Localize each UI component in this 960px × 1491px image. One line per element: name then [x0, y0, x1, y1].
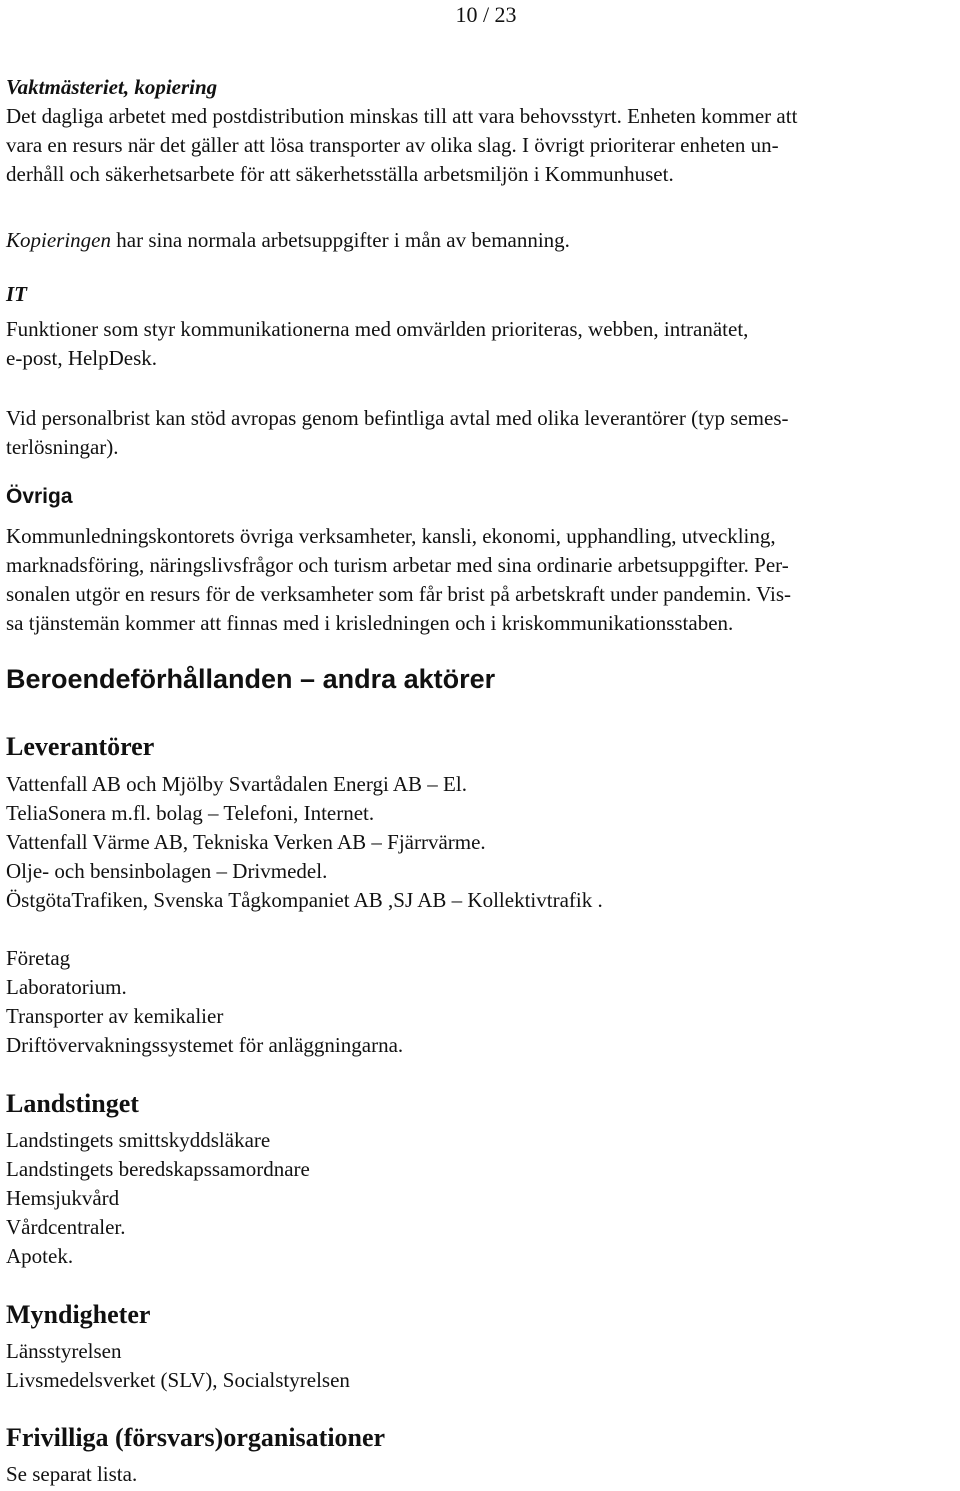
paragraph-it-1 — [6, 315, 946, 373]
paragraph-line: Kommunledningskontorets övriga verksamheter, kansli, ekonomi, upphandling, utveckling, — [6, 524, 776, 548]
section-frivilliga — [6, 1421, 946, 1455]
paragraph-it-2 — [6, 404, 946, 462]
list-item: Vattenfall Värme AB, Tekniska Verken AB – Fjärrvärme. — [6, 830, 486, 854]
list-item: Laboratorium. — [6, 975, 127, 999]
kopiering-text: har sina normala arbetsuppgifter i mån av bemanning. — [111, 228, 570, 252]
list-item: Olje- och bensinbolagen – Drivmedel. — [6, 859, 328, 883]
section-ovriga — [6, 482, 946, 512]
paragraph-ovriga — [6, 522, 946, 638]
section-beroende — [6, 662, 946, 696]
list-landstinget — [6, 1126, 946, 1271]
list-item: Företag — [6, 946, 71, 970]
list-item: Vattenfall AB och Mjölby Svartådalen Energi AB – El. — [6, 772, 467, 796]
list-item: Livsmedelsverket (SLV), Socialstyrelsen — [6, 1368, 350, 1392]
heading-beroende: Beroendeförhållanden – andra aktörer — [6, 664, 496, 694]
section-vaktmasteriet — [6, 73, 946, 189]
paragraph-line: Funktioner som styr kommunikationerna med omvärlden prioriteras, webben, intranätet, — [6, 317, 749, 341]
paragraph-line: vara en resurs när det gäller att lösa transporter av olika slag. I övrigt prioriterar enheten un- — [6, 133, 779, 157]
heading-it: IT — [6, 282, 27, 306]
heading-leverantorer: Leverantörer — [6, 732, 155, 761]
paragraph-line: Det dagliga arbetet med postdistribution minskas till att vara behovsstyrt. Enheten kommer att — [6, 104, 798, 128]
page-number: 10 / 23 — [455, 2, 517, 27]
list-item: TeliaSonera m.fl. bolag – Telefoni, Internet. — [6, 801, 375, 825]
heading-frivilliga: Frivilliga (försvars)organisationer — [6, 1423, 386, 1452]
section-leverantorer — [6, 730, 946, 764]
heading-landstinget: Landstinget — [6, 1089, 139, 1118]
list-item: ÖstgötaTrafiken, Svenska Tågkompaniet AB ,SJ AB – Kollektivtrafik . — [6, 888, 603, 912]
paragraph-line: terlösningar). — [6, 435, 119, 459]
list-item: Hemsjukvård — [6, 1186, 120, 1210]
heading-vaktmasteriet: Vaktmästeriet, kopiering — [6, 75, 218, 99]
list-item: Driftövervakningssystemet för anläggningarna. — [6, 1033, 404, 1057]
list-item: Länsstyrelsen — [6, 1339, 122, 1363]
paragraph-line: sa tjänstemän kommer att finnas med i krisledningen och i kriskommunikationsstaben. — [6, 611, 734, 635]
section-myndigheter — [6, 1298, 946, 1332]
list-item: Landstingets smittskyddsläkare — [6, 1128, 271, 1152]
list-item: Vårdcentraler. — [6, 1215, 126, 1239]
list-item: Transporter av kemikalier — [6, 1004, 224, 1028]
list-myndigheter — [6, 1337, 946, 1395]
kopiering-emphasis: Kopieringen — [6, 228, 111, 252]
heading-myndigheter: Myndigheter — [6, 1300, 151, 1329]
paragraph-frivilliga — [6, 1460, 946, 1489]
list-foretag — [6, 944, 946, 1060]
paragraph-line: e-post, HelpDesk. — [6, 346, 158, 370]
section-it — [6, 280, 946, 309]
paragraph-line: marknadsföring, näringslivsfrågor och turism arbetar med sina ordinarie arbetsuppgifter. Per- — [6, 553, 789, 577]
paragraph-kopiering — [6, 226, 946, 255]
paragraph-line: sonalen utgör en resurs för de verksamheter som får brist på arbetskraft under pandemin. Vis- — [6, 582, 792, 606]
list-leverantorer — [6, 770, 946, 915]
heading-ovriga: Övriga — [6, 485, 73, 508]
paragraph-line: Se separat lista. — [6, 1462, 138, 1486]
list-item: Landstingets beredskapssamordnare — [6, 1157, 310, 1181]
list-item: Apotek. — [6, 1244, 74, 1268]
paragraph-line: derhåll och säkerhetsarbete för att säkerhetsställa arbetsmiljön i Kommunhuset. — [6, 162, 674, 186]
section-landstinget — [6, 1087, 946, 1121]
paragraph-line: Vid personalbrist kan stöd avropas genom befintliga avtal med olika leverantörer (typ semes- — [6, 406, 789, 430]
